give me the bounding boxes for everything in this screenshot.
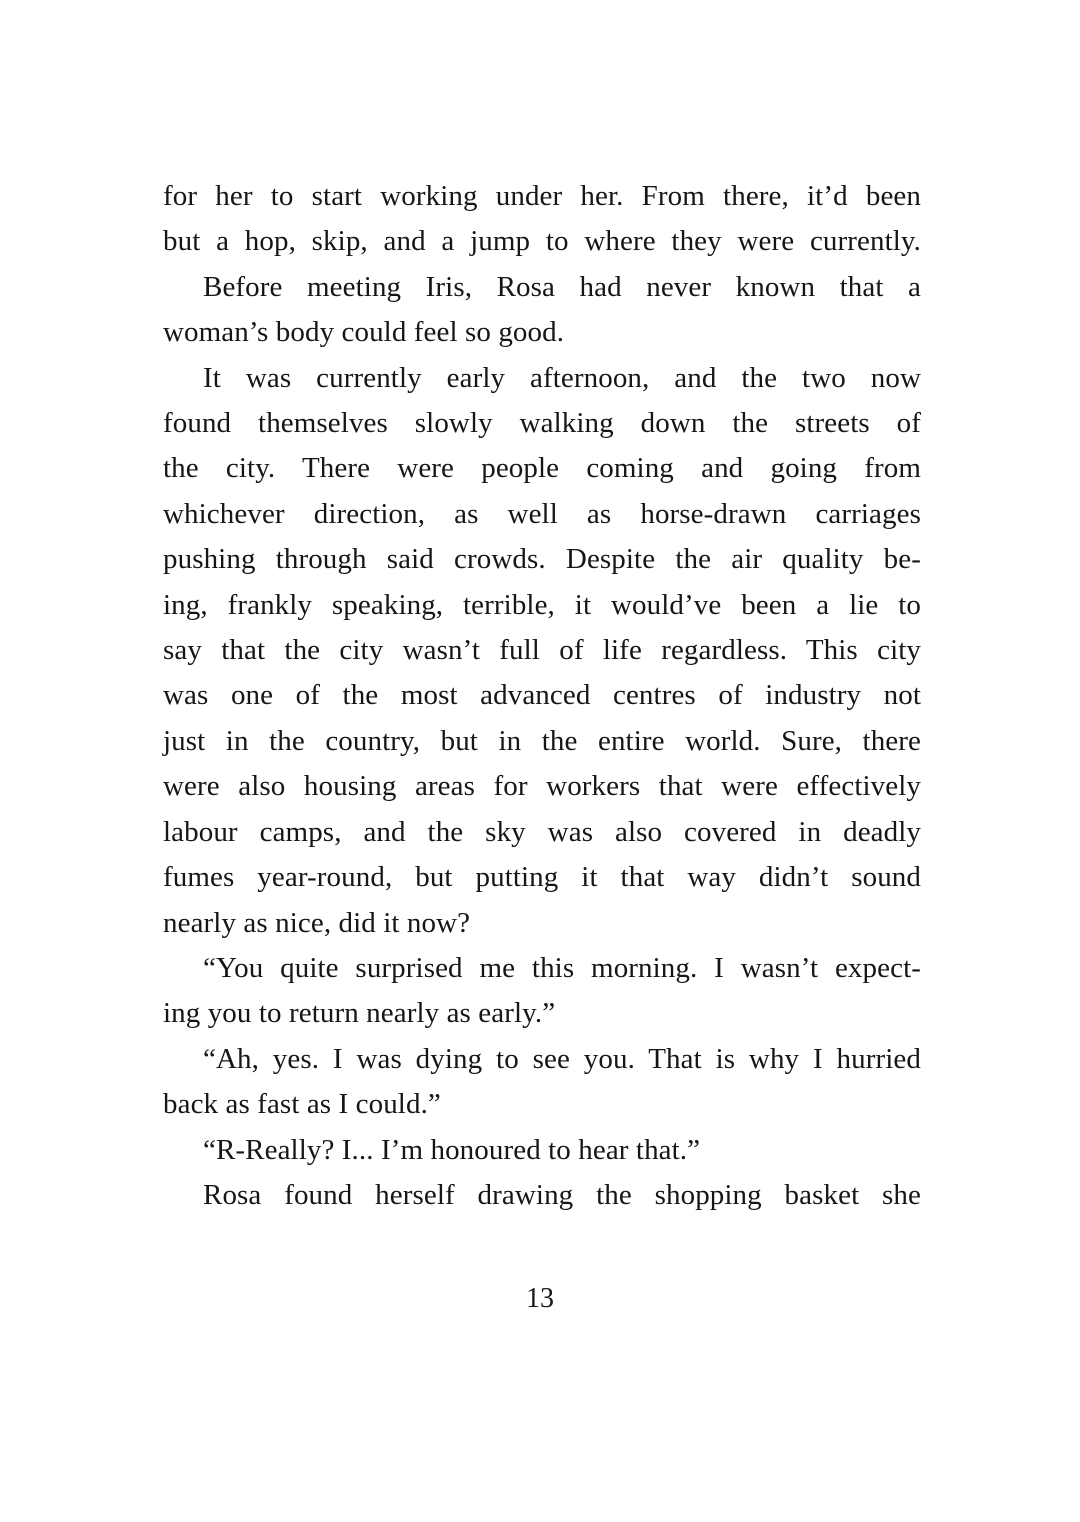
text-line: say that the city wasn’t full of life regardless. This city [163,634,921,667]
text-line: whichever direction, as well as horse-drawn carriages [163,497,921,530]
text-line: fumes year-round, but putting it that way didn’t sound [163,861,921,894]
text-line: It was currently early afternoon, and the two now [203,361,921,394]
text-line: but a hop, skip, and a jump to where they were currently. [163,225,921,258]
text-line: for her to start working under her. From there, it’d been [163,180,921,212]
text-line: just in the country, but in the entire world. Sure, there [163,724,921,757]
text-line: back as fast as I could.” [163,1088,441,1121]
text-line: the city. There were people coming and going from [163,452,921,485]
text-line: woman’s body could feel so good. [163,316,565,349]
text-line: ing you to return nearly as early.” [163,997,556,1030]
text-line: labour camps, and the sky was also covered in deadly [163,815,921,848]
text-line: “You quite surprised me this morning. I wasn’t expect- [203,951,921,984]
text-line: “Ah, yes. I was dying to see you. That is why I hurried [203,1042,921,1075]
text-line: was one of the most advanced centres of industry not [163,679,921,712]
text-line: found themselves slowly walking down the streets of [163,407,921,440]
body-text [163,174,921,1218]
text-line: Before meeting Iris, Rosa had never known that a [203,270,921,303]
text-line: “R-Really? I... I’m honoured to hear that.” [203,1133,701,1166]
text-line: were also housing areas for workers that were effectively [163,770,921,803]
text-line: ing, frankly speaking, terrible, it would’ve been a lie to [163,588,921,621]
text-line: pushing through said crowds. Despite the air quality be- [163,543,921,576]
text-line: nearly as nice, did it now? [163,906,471,939]
text-line: Rosa found herself drawing the shopping basket she [203,1178,921,1211]
page-number: 13 [526,1283,554,1314]
